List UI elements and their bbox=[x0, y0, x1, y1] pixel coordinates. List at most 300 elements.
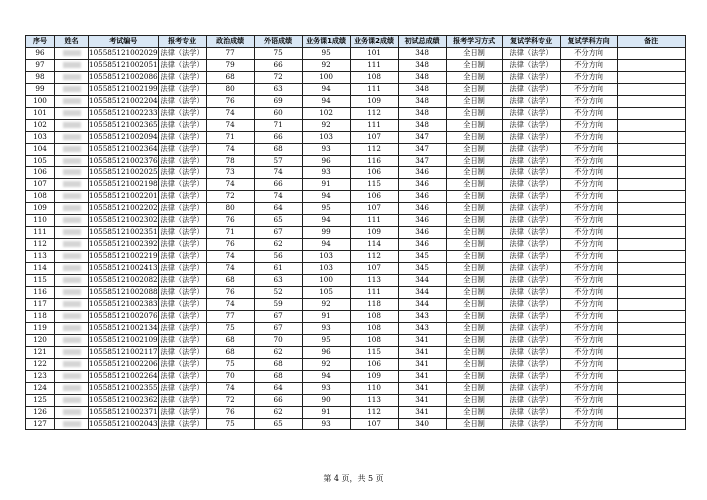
row-index-cell: 105 bbox=[26, 155, 55, 167]
row-index-cell: 127 bbox=[26, 418, 55, 430]
politics-score-cell: 76 bbox=[206, 95, 254, 107]
subject1-score-cell: 95 bbox=[302, 334, 350, 346]
row-index-cell: 110 bbox=[26, 215, 55, 227]
language-score-cell: 56 bbox=[254, 251, 302, 263]
applied-major-cell: 法律（法学） bbox=[158, 179, 206, 191]
applied-major-cell: 法律（法学） bbox=[158, 382, 206, 394]
retest-direction-cell: 不分方向 bbox=[560, 119, 617, 131]
retest-major-cell: 法律（法学） bbox=[502, 155, 560, 167]
redacted-name-blur bbox=[63, 421, 81, 427]
exam-id-cell: 105585121002376 bbox=[89, 155, 159, 167]
subject1-score-cell: 94 bbox=[302, 95, 350, 107]
applied-major-cell: 法律（法学） bbox=[158, 191, 206, 203]
applied-major-cell: 法律（法学） bbox=[158, 298, 206, 310]
retest-direction-cell: 不分方向 bbox=[560, 155, 617, 167]
retest-direction-cell: 不分方向 bbox=[560, 370, 617, 382]
total-score-cell: 345 bbox=[398, 251, 446, 263]
total-score-cell: 347 bbox=[398, 143, 446, 155]
subject2-score-cell: 106 bbox=[350, 358, 398, 370]
subject2-score-cell: 107 bbox=[350, 203, 398, 215]
retest-major-cell: 法律（法学） bbox=[502, 227, 560, 239]
remarks-cell bbox=[617, 370, 685, 382]
col-header-subject1: 业务课1成绩 bbox=[302, 36, 350, 48]
retest-direction-cell: 不分方向 bbox=[560, 322, 617, 334]
exam-id-cell: 105585121002351 bbox=[89, 227, 159, 239]
exam-id-cell: 105585121002264 bbox=[89, 370, 159, 382]
total-score-cell: 348 bbox=[398, 119, 446, 131]
student-name-cell bbox=[55, 346, 89, 358]
redacted-name-blur bbox=[63, 349, 81, 355]
total-score-cell: 347 bbox=[398, 155, 446, 167]
politics-score-cell: 80 bbox=[206, 83, 254, 95]
subject1-score-cell: 93 bbox=[302, 382, 350, 394]
table-row bbox=[26, 215, 686, 227]
retest-direction-cell: 不分方向 bbox=[560, 179, 617, 191]
subject2-score-cell: 110 bbox=[350, 382, 398, 394]
retest-major-cell: 法律（法学） bbox=[502, 406, 560, 418]
politics-score-cell: 74 bbox=[206, 263, 254, 275]
col-header-total: 初试总成绩 bbox=[398, 36, 446, 48]
table-row bbox=[26, 322, 686, 334]
total-score-cell: 345 bbox=[398, 263, 446, 275]
retest-direction-cell: 不分方向 bbox=[560, 143, 617, 155]
study-mode-cell: 全日制 bbox=[446, 382, 502, 394]
exam-id-cell: 105585121002202 bbox=[89, 203, 159, 215]
row-index-cell: 102 bbox=[26, 119, 55, 131]
remarks-cell bbox=[617, 346, 685, 358]
row-index-cell: 118 bbox=[26, 310, 55, 322]
language-score-cell: 67 bbox=[254, 322, 302, 334]
total-score-cell: 341 bbox=[398, 358, 446, 370]
remarks-cell bbox=[617, 179, 685, 191]
exam-id-cell: 105585121002364 bbox=[89, 143, 159, 155]
redacted-name-blur bbox=[63, 241, 81, 247]
total-score-cell: 348 bbox=[398, 95, 446, 107]
subject1-score-cell: 94 bbox=[302, 191, 350, 203]
politics-score-cell: 80 bbox=[206, 203, 254, 215]
retest-major-cell: 法律（法学） bbox=[502, 83, 560, 95]
exam-id-cell: 105585121002086 bbox=[89, 71, 159, 83]
language-score-cell: 65 bbox=[254, 418, 302, 430]
study-mode-cell: 全日制 bbox=[446, 275, 502, 287]
student-name-cell bbox=[55, 227, 89, 239]
language-score-cell: 75 bbox=[254, 47, 302, 59]
total-score-cell: 348 bbox=[398, 83, 446, 95]
remarks-cell bbox=[617, 191, 685, 203]
retest-direction-cell: 不分方向 bbox=[560, 418, 617, 430]
subject1-score-cell: 94 bbox=[302, 83, 350, 95]
subject1-score-cell: 93 bbox=[302, 143, 350, 155]
row-index-cell: 99 bbox=[26, 83, 55, 95]
subject2-score-cell: 107 bbox=[350, 131, 398, 143]
table-row bbox=[26, 155, 686, 167]
applied-major-cell: 法律（法学） bbox=[158, 275, 206, 287]
exam-id-cell: 105585121002134 bbox=[89, 322, 159, 334]
total-score-cell: 348 bbox=[398, 107, 446, 119]
remarks-cell bbox=[617, 203, 685, 215]
politics-score-cell: 76 bbox=[206, 406, 254, 418]
study-mode-cell: 全日制 bbox=[446, 394, 502, 406]
retest-major-cell: 法律（法学） bbox=[502, 382, 560, 394]
redacted-name-blur bbox=[63, 397, 81, 403]
retest-major-cell: 法律（法学） bbox=[502, 346, 560, 358]
row-index-cell: 125 bbox=[26, 394, 55, 406]
subject1-score-cell: 94 bbox=[302, 215, 350, 227]
politics-score-cell: 68 bbox=[206, 71, 254, 83]
study-mode-cell: 全日制 bbox=[446, 263, 502, 275]
language-score-cell: 52 bbox=[254, 287, 302, 299]
remarks-cell bbox=[617, 239, 685, 251]
politics-score-cell: 72 bbox=[206, 394, 254, 406]
table-row bbox=[26, 334, 686, 346]
subject1-score-cell: 92 bbox=[302, 298, 350, 310]
student-name-cell bbox=[55, 203, 89, 215]
table-row bbox=[26, 167, 686, 179]
retest-direction-cell: 不分方向 bbox=[560, 287, 617, 299]
applied-major-cell: 法律（法学） bbox=[158, 203, 206, 215]
applied-major-cell: 法律（法学） bbox=[158, 71, 206, 83]
subject1-score-cell: 102 bbox=[302, 107, 350, 119]
col-header-exam-id: 考试编号 bbox=[89, 36, 159, 48]
remarks-cell bbox=[617, 358, 685, 370]
applied-major-cell: 法律（法学） bbox=[158, 358, 206, 370]
retest-direction-cell: 不分方向 bbox=[560, 239, 617, 251]
language-score-cell: 74 bbox=[254, 167, 302, 179]
politics-score-cell: 74 bbox=[206, 119, 254, 131]
exam-id-cell: 105585121002029 bbox=[89, 47, 159, 59]
subject1-score-cell: 92 bbox=[302, 358, 350, 370]
subject2-score-cell: 116 bbox=[350, 155, 398, 167]
language-score-cell: 61 bbox=[254, 263, 302, 275]
exam-id-cell: 105585121002043 bbox=[89, 418, 159, 430]
politics-score-cell: 74 bbox=[206, 107, 254, 119]
subject2-score-cell: 111 bbox=[350, 59, 398, 71]
retest-direction-cell: 不分方向 bbox=[560, 203, 617, 215]
retest-major-cell: 法律（法学） bbox=[502, 71, 560, 83]
subject2-score-cell: 114 bbox=[350, 239, 398, 251]
retest-direction-cell: 不分方向 bbox=[560, 227, 617, 239]
redacted-name-blur bbox=[63, 205, 81, 211]
col-header-retest-direction: 复试学科方向 bbox=[560, 36, 617, 48]
page-footer: 第 4 页，共 5 页 bbox=[323, 474, 384, 483]
applied-major-cell: 法律（法学） bbox=[158, 370, 206, 382]
total-score-cell: 343 bbox=[398, 322, 446, 334]
retest-direction-cell: 不分方向 bbox=[560, 251, 617, 263]
study-mode-cell: 全日制 bbox=[446, 143, 502, 155]
row-index-cell: 117 bbox=[26, 298, 55, 310]
retest-major-cell: 法律（法学） bbox=[502, 47, 560, 59]
exam-id-cell: 105585121002088 bbox=[89, 287, 159, 299]
retest-major-cell: 法律（法学） bbox=[502, 251, 560, 263]
language-score-cell: 68 bbox=[254, 143, 302, 155]
remarks-cell bbox=[617, 59, 685, 71]
student-name-cell bbox=[55, 191, 89, 203]
subject2-score-cell: 108 bbox=[350, 310, 398, 322]
language-score-cell: 72 bbox=[254, 71, 302, 83]
total-score-cell: 346 bbox=[398, 179, 446, 191]
study-mode-cell: 全日制 bbox=[446, 251, 502, 263]
row-index-cell: 112 bbox=[26, 239, 55, 251]
exam-id-cell: 105585121002365 bbox=[89, 119, 159, 131]
student-name-cell bbox=[55, 358, 89, 370]
col-header-index: 序号 bbox=[26, 36, 55, 48]
remarks-cell bbox=[617, 95, 685, 107]
row-index-cell: 120 bbox=[26, 334, 55, 346]
row-index-cell: 113 bbox=[26, 251, 55, 263]
language-score-cell: 64 bbox=[254, 203, 302, 215]
remarks-cell bbox=[617, 227, 685, 239]
language-score-cell: 66 bbox=[254, 59, 302, 71]
retest-direction-cell: 不分方向 bbox=[560, 71, 617, 83]
retest-direction-cell: 不分方向 bbox=[560, 310, 617, 322]
student-name-cell bbox=[55, 95, 89, 107]
study-mode-cell: 全日制 bbox=[446, 83, 502, 95]
student-name-cell bbox=[55, 119, 89, 131]
language-score-cell: 62 bbox=[254, 346, 302, 358]
politics-score-cell: 74 bbox=[206, 179, 254, 191]
subject2-score-cell: 111 bbox=[350, 215, 398, 227]
student-name-cell bbox=[55, 406, 89, 418]
applied-major-cell: 法律（法学） bbox=[158, 119, 206, 131]
redacted-name-blur bbox=[63, 361, 81, 367]
retest-direction-cell: 不分方向 bbox=[560, 275, 617, 287]
student-name-cell bbox=[55, 59, 89, 71]
subject1-score-cell: 100 bbox=[302, 275, 350, 287]
score-table bbox=[25, 35, 686, 430]
study-mode-cell: 全日制 bbox=[446, 298, 502, 310]
retest-direction-cell: 不分方向 bbox=[560, 346, 617, 358]
col-header-language: 外语成绩 bbox=[254, 36, 302, 48]
retest-major-cell: 法律（法学） bbox=[502, 310, 560, 322]
redacted-name-blur bbox=[63, 301, 81, 307]
row-index-cell: 104 bbox=[26, 143, 55, 155]
retest-direction-cell: 不分方向 bbox=[560, 191, 617, 203]
table-row bbox=[26, 143, 686, 155]
remarks-cell bbox=[617, 71, 685, 83]
student-name-cell bbox=[55, 83, 89, 95]
exam-id-cell: 105585121002094 bbox=[89, 131, 159, 143]
table-row bbox=[26, 179, 686, 191]
language-score-cell: 67 bbox=[254, 227, 302, 239]
redacted-name-blur bbox=[63, 193, 81, 199]
applied-major-cell: 法律（法学） bbox=[158, 143, 206, 155]
subject1-score-cell: 95 bbox=[302, 47, 350, 59]
redacted-name-blur bbox=[63, 181, 81, 187]
exam-id-cell: 105585121002219 bbox=[89, 251, 159, 263]
total-score-cell: 341 bbox=[398, 334, 446, 346]
retest-direction-cell: 不分方向 bbox=[560, 263, 617, 275]
subject2-score-cell: 106 bbox=[350, 191, 398, 203]
applied-major-cell: 法律（法学） bbox=[158, 59, 206, 71]
row-index-cell: 98 bbox=[26, 71, 55, 83]
politics-score-cell: 78 bbox=[206, 155, 254, 167]
total-score-cell: 344 bbox=[398, 287, 446, 299]
exam-id-cell: 105585121002206 bbox=[89, 358, 159, 370]
exam-id-cell: 105585121002204 bbox=[89, 95, 159, 107]
language-score-cell: 71 bbox=[254, 119, 302, 131]
retest-major-cell: 法律（法学） bbox=[502, 131, 560, 143]
applied-major-cell: 法律（法学） bbox=[158, 227, 206, 239]
politics-score-cell: 73 bbox=[206, 167, 254, 179]
retest-major-cell: 法律（法学） bbox=[502, 95, 560, 107]
subject2-score-cell: 113 bbox=[350, 394, 398, 406]
exam-id-cell: 105585121002302 bbox=[89, 215, 159, 227]
politics-score-cell: 75 bbox=[206, 358, 254, 370]
retest-direction-cell: 不分方向 bbox=[560, 59, 617, 71]
student-name-cell bbox=[55, 263, 89, 275]
redacted-name-blur bbox=[63, 74, 81, 80]
remarks-cell bbox=[617, 275, 685, 287]
student-name-cell bbox=[55, 47, 89, 59]
exam-id-cell: 105585121002117 bbox=[89, 346, 159, 358]
redacted-name-blur bbox=[63, 86, 81, 92]
total-score-cell: 344 bbox=[398, 298, 446, 310]
total-score-cell: 341 bbox=[398, 370, 446, 382]
applied-major-cell: 法律（法学） bbox=[158, 47, 206, 59]
politics-score-cell: 77 bbox=[206, 47, 254, 59]
politics-score-cell: 76 bbox=[206, 287, 254, 299]
student-name-cell bbox=[55, 167, 89, 179]
redacted-name-blur bbox=[63, 98, 81, 104]
col-header-politics: 政治成绩 bbox=[206, 36, 254, 48]
study-mode-cell: 全日制 bbox=[446, 167, 502, 179]
applied-major-cell: 法律（法学） bbox=[158, 83, 206, 95]
table-row bbox=[26, 406, 686, 418]
applied-major-cell: 法律（法学） bbox=[158, 131, 206, 143]
student-name-cell bbox=[55, 107, 89, 119]
total-score-cell: 341 bbox=[398, 346, 446, 358]
redacted-name-blur bbox=[63, 158, 81, 164]
retest-major-cell: 法律（法学） bbox=[502, 298, 560, 310]
applied-major-cell: 法律（法学） bbox=[158, 322, 206, 334]
retest-major-cell: 法律（法学） bbox=[502, 107, 560, 119]
subject1-score-cell: 92 bbox=[302, 119, 350, 131]
remarks-cell bbox=[617, 394, 685, 406]
study-mode-cell: 全日制 bbox=[446, 47, 502, 59]
student-name-cell bbox=[55, 179, 89, 191]
retest-direction-cell: 不分方向 bbox=[560, 406, 617, 418]
student-name-cell bbox=[55, 143, 89, 155]
retest-major-cell: 法律（法学） bbox=[502, 167, 560, 179]
language-score-cell: 65 bbox=[254, 215, 302, 227]
redacted-name-blur bbox=[63, 277, 81, 283]
col-header-study-mode: 报考学习方式 bbox=[446, 36, 502, 48]
study-mode-cell: 全日制 bbox=[446, 310, 502, 322]
subject2-score-cell: 112 bbox=[350, 143, 398, 155]
row-index-cell: 114 bbox=[26, 263, 55, 275]
politics-score-cell: 77 bbox=[206, 310, 254, 322]
table-row bbox=[26, 71, 686, 83]
row-index-cell: 97 bbox=[26, 59, 55, 71]
retest-major-cell: 法律（法学） bbox=[502, 334, 560, 346]
politics-score-cell: 76 bbox=[206, 239, 254, 251]
row-index-cell: 101 bbox=[26, 107, 55, 119]
redacted-name-blur bbox=[63, 134, 81, 140]
exam-id-cell: 105585121002201 bbox=[89, 191, 159, 203]
politics-score-cell: 71 bbox=[206, 227, 254, 239]
total-score-cell: 343 bbox=[398, 310, 446, 322]
study-mode-cell: 全日制 bbox=[446, 227, 502, 239]
redacted-name-blur bbox=[63, 229, 81, 235]
subject1-score-cell: 105 bbox=[302, 287, 350, 299]
total-score-cell: 346 bbox=[398, 215, 446, 227]
header-row bbox=[26, 36, 686, 48]
student-name-cell bbox=[55, 298, 89, 310]
language-score-cell: 68 bbox=[254, 358, 302, 370]
retest-direction-cell: 不分方向 bbox=[560, 394, 617, 406]
retest-direction-cell: 不分方向 bbox=[560, 95, 617, 107]
applied-major-cell: 法律（法学） bbox=[158, 418, 206, 430]
student-name-cell bbox=[55, 418, 89, 430]
exam-id-cell: 105585121002392 bbox=[89, 239, 159, 251]
retest-direction-cell: 不分方向 bbox=[560, 298, 617, 310]
retest-major-cell: 法律（法学） bbox=[502, 191, 560, 203]
table-row bbox=[26, 418, 686, 430]
retest-direction-cell: 不分方向 bbox=[560, 107, 617, 119]
student-name-cell bbox=[55, 394, 89, 406]
table-row bbox=[26, 239, 686, 251]
applied-major-cell: 法律（法学） bbox=[158, 215, 206, 227]
row-index-cell: 124 bbox=[26, 382, 55, 394]
table-row bbox=[26, 358, 686, 370]
retest-direction-cell: 不分方向 bbox=[560, 215, 617, 227]
applied-major-cell: 法律（法学） bbox=[158, 95, 206, 107]
applied-major-cell: 法律（法学） bbox=[158, 394, 206, 406]
subject1-score-cell: 91 bbox=[302, 310, 350, 322]
subject1-score-cell: 93 bbox=[302, 418, 350, 430]
politics-score-cell: 74 bbox=[206, 382, 254, 394]
applied-major-cell: 法律（法学） bbox=[158, 287, 206, 299]
subject2-score-cell: 107 bbox=[350, 263, 398, 275]
student-name-cell bbox=[55, 71, 89, 83]
study-mode-cell: 全日制 bbox=[446, 203, 502, 215]
remarks-cell bbox=[617, 406, 685, 418]
exam-id-cell: 105585121002025 bbox=[89, 167, 159, 179]
col-header-remarks: 备注 bbox=[617, 36, 685, 48]
row-index-cell: 122 bbox=[26, 358, 55, 370]
subject1-score-cell: 94 bbox=[302, 239, 350, 251]
total-score-cell: 341 bbox=[398, 394, 446, 406]
applied-major-cell: 法律（法学） bbox=[158, 346, 206, 358]
study-mode-cell: 全日制 bbox=[446, 95, 502, 107]
subject2-score-cell: 106 bbox=[350, 167, 398, 179]
retest-major-cell: 法律（法学） bbox=[502, 179, 560, 191]
exam-id-cell: 105585121002082 bbox=[89, 275, 159, 287]
subject1-score-cell: 91 bbox=[302, 179, 350, 191]
row-index-cell: 96 bbox=[26, 47, 55, 59]
row-index-cell: 107 bbox=[26, 179, 55, 191]
redacted-name-blur bbox=[63, 122, 81, 128]
retest-major-cell: 法律（法学） bbox=[502, 358, 560, 370]
study-mode-cell: 全日制 bbox=[446, 370, 502, 382]
subject1-score-cell: 95 bbox=[302, 203, 350, 215]
remarks-cell bbox=[617, 47, 685, 59]
total-score-cell: 348 bbox=[398, 59, 446, 71]
redacted-name-blur bbox=[63, 62, 81, 68]
table-row bbox=[26, 59, 686, 71]
subject1-score-cell: 99 bbox=[302, 227, 350, 239]
retest-major-cell: 法律（法学） bbox=[502, 239, 560, 251]
retest-direction-cell: 不分方向 bbox=[560, 167, 617, 179]
exam-id-cell: 105585121002051 bbox=[89, 59, 159, 71]
redacted-name-blur bbox=[63, 385, 81, 391]
total-score-cell: 346 bbox=[398, 239, 446, 251]
remarks-cell bbox=[617, 263, 685, 275]
language-score-cell: 70 bbox=[254, 334, 302, 346]
politics-score-cell: 68 bbox=[206, 275, 254, 287]
study-mode-cell: 全日制 bbox=[446, 119, 502, 131]
exam-id-cell: 105585121002199 bbox=[89, 83, 159, 95]
